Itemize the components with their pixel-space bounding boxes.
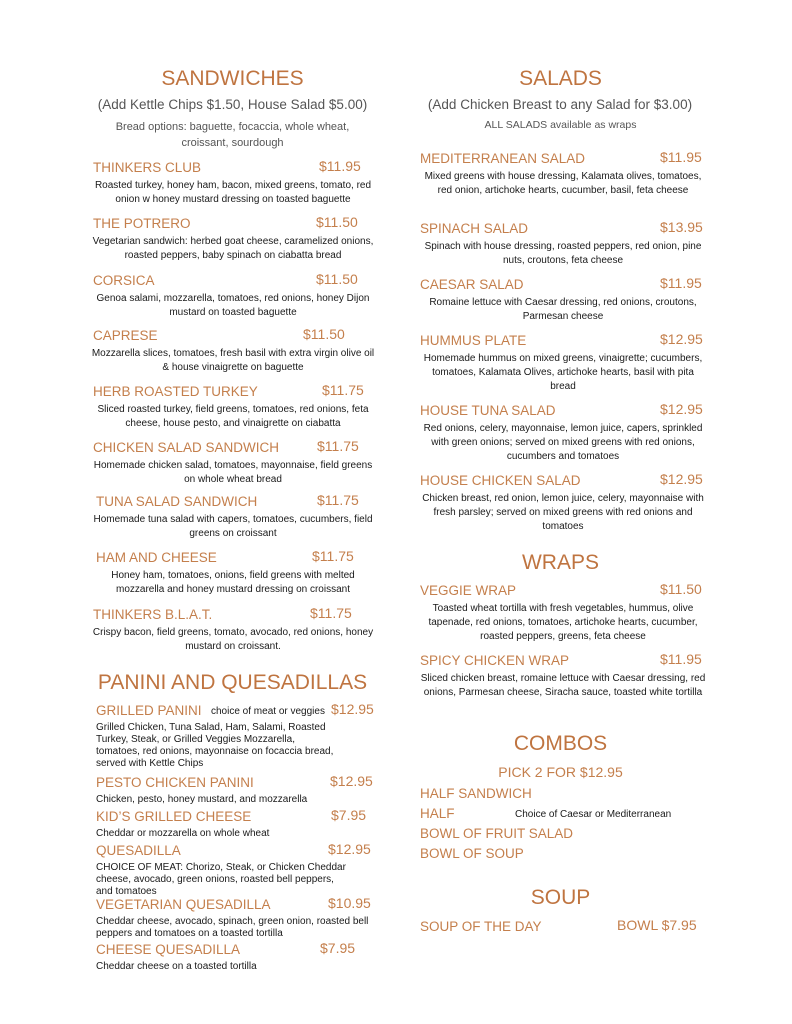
soup-name: SOUP OF THE DAY [420,919,542,934]
item-description: Chicken breast, red onion, lemon juice, celery, mayonnaise with fresh parsley; served on mixed greens with red onions and tomatoes [422,493,704,532]
salads-wraps-note: ALL SALADS available as wraps [484,119,637,131]
item-description: Roasted turkey, honey ham, bacon, mixed greens, tomato, red onion w honey mustard dressing on toasted baguette [94,180,372,205]
item-price: $11.50 [303,326,345,342]
item-name: CHEESE QUESADILLA [96,942,241,957]
item-description: Toasted wheat tortilla with fresh vegetables, hummus, olive tapenade, red onions, tomatoes, artichoke hearts, cucumber, roasted peppers, greens, feta cheese [428,603,698,642]
item-name: CORSICA [93,273,155,288]
combo-option: HALF SANDWICH [420,786,532,801]
item-description: Mozzarella slices, tomatoes, fresh basil with extra virgin olive oil & house vinaigrette on baguette [91,348,375,373]
item-price: $11.50 [660,581,702,597]
item-price: $11.75 [322,382,364,398]
item-price: $11.50 [316,214,358,230]
sandwiches-heading: SANDWICHES [161,67,304,90]
item-name: MEDITERRANEAN SALAD [420,151,586,166]
item-price: $10.95 [328,895,371,911]
item-price: $11.95 [660,275,702,291]
item-price: $7.95 [331,807,367,823]
item-name: THINKERS CLUB [93,160,202,175]
salads-heading: SALADS [519,67,602,90]
item-price: $12.95 [660,401,703,417]
item-name: THE POTRERO [93,216,191,231]
item-price: $13.95 [660,219,703,235]
item-price: $11.50 [316,271,358,287]
item-name: GRILLED PANINI [96,703,202,718]
item-note: choice of meat or veggies [211,706,325,717]
combo-option: BOWL OF FRUIT SALAD [420,826,574,841]
item-description: Vegetarian sandwich: herbed goat cheese, caramelized onions, roasted peppers, baby spinach on ciabatta bread [92,236,374,261]
combo-deal: PICK 2 FOR $12.95 [498,764,623,780]
item-price: $11.95 [319,158,361,174]
item-description: CHOICE OF MEAT: Chorizo, Steak, or Chicken Cheddar cheese, avocado, green onions, roasted bell peppers, and tomatoes [96,862,346,897]
item-price: $12.95 [328,841,371,857]
item-name: SPINACH SALAD [420,221,529,236]
item-description: Grilled Chicken, Tuna Salad, Ham, Salami, Roasted Turkey, Steak, or Grilled Veggies Mozzarella, tomatoes, red onions, mayonnaise on focaccia bread, served with Kettle Chips [96,722,334,769]
item-description: Genoa salami, mozzarella, tomatoes, red onions, honey Dijon mustard on toasted baguette [96,293,370,318]
item-description: Cheddar cheese on a toasted tortilla [96,961,257,972]
item-description: Homemade hummus on mixed greens, vinaigrette; cucumbers, tomatoes, Kalamata Olives, artichoke hearts, basil with pita bread [423,353,703,392]
item-name: THINKERS B.L.A.T. [93,607,213,622]
item-name: CAPRESE [93,328,158,343]
item-description: Sliced roasted turkey, field greens, tomatoes, red onions, feta cheese, house pesto, and vinaigrette on ciabatta [97,404,369,429]
item-price: $11.95 [660,651,702,667]
bread-options: Bread options: baguette, focaccia, whole wheat, croissant, sourdough [115,121,350,149]
item-description: Chicken, pesto, honey mustard, and mozzarella [96,794,308,805]
item-description: Cheddar or mozzarella on whole wheat [96,828,270,839]
item-name: HAM AND CHEESE [96,550,217,565]
item-description: Sliced chicken breast, romaine lettuce with Caesar dressing, red onions, Parmesan cheese, Siracha sauce, toasted white tortilla [420,673,706,698]
item-name: HOUSE CHICKEN SALAD [420,473,581,488]
item-description: Mixed greens with house dressing, Kalamata olives, tomatoes, red onion, artichoke hearts, cucumber, basil, feta cheese [424,171,702,196]
item-description: Romaine lettuce with Caesar dressing, red onions, croutons, Parmesan cheese [429,297,697,322]
item-price: $11.75 [317,492,359,508]
item-price: $11.75 [310,605,352,621]
item-name: PESTO CHICKEN PANINI [96,775,254,790]
item-price: $11.95 [660,149,702,165]
item-price: $7.95 [320,940,356,956]
salads-addons: (Add Chicken Breast to any Salad for $3.00) [427,97,693,112]
item-name: CHICKEN SALAD SANDWICH [93,440,280,455]
item-description: Spinach with house dressing, roasted peppers, red onion, pine nuts, croutons, feta cheese [424,241,702,266]
item-description: Homemade tuna salad with capers, tomatoes, cucumbers, field greens on croissant [93,514,373,539]
combo-half-note: Choice of Caesar or Mediterranean [515,809,672,820]
item-name: HUMMUS PLATE [420,333,527,348]
combo-option: BOWL OF SOUP [420,846,524,861]
item-name: QUESADILLA [96,843,181,858]
item-price: $11.75 [317,438,359,454]
item-price: $12.95 [331,701,374,717]
item-description: Homemade chicken salad, tomatoes, mayonnaise, field greens on whole wheat bread [93,460,373,485]
item-price: $11.75 [312,548,354,564]
item-name: HERB ROASTED TURKEY [93,384,258,399]
item-price: $12.95 [330,773,373,789]
wraps-heading: WRAPS [521,551,599,574]
item-name: TUNA SALAD SANDWICH [96,494,258,509]
item-name: VEGGIE WRAP [420,583,517,598]
item-price: $12.95 [660,471,703,487]
item-name: CAESAR SALAD [420,277,524,292]
soup-price: BOWL $7.95 [617,917,697,933]
soup-heading: SOUP [530,886,591,909]
item-description: Red onions, celery, mayonnaise, lemon juice, capers, sprinkled with green onions; served on mixed greens with red onions, cucumbers and tomatoes [423,423,703,462]
item-description: Cheddar cheese, avocado, spinach, green onion, roasted bell peppers and tomatoes on a toasted tortilla [96,916,369,939]
item-description: Honey ham, tomatoes, onions, field greens with melted mozzarella and honey mustard dressing on croissant [111,570,355,595]
item-price: $12.95 [660,331,703,347]
sandwiches-addons: (Add Kettle Chips $1.50, House Salad $5.00) [97,97,368,112]
item-name: VEGETARIAN QUESADILLA [96,897,271,912]
combos-heading: COMBOS [513,732,608,755]
item-description: Crispy bacon, field greens, tomato, avocado, red onions, honey mustard on croissant. [92,627,374,652]
item-name: KID’S GRILLED CHEESE [96,809,252,824]
combo-option: HALF [420,806,455,821]
item-name: SPICY CHICKEN WRAP [420,653,570,668]
panini-heading: PANINI AND QUESADILLAS [97,671,368,694]
item-name: HOUSE TUNA SALAD [420,403,556,418]
